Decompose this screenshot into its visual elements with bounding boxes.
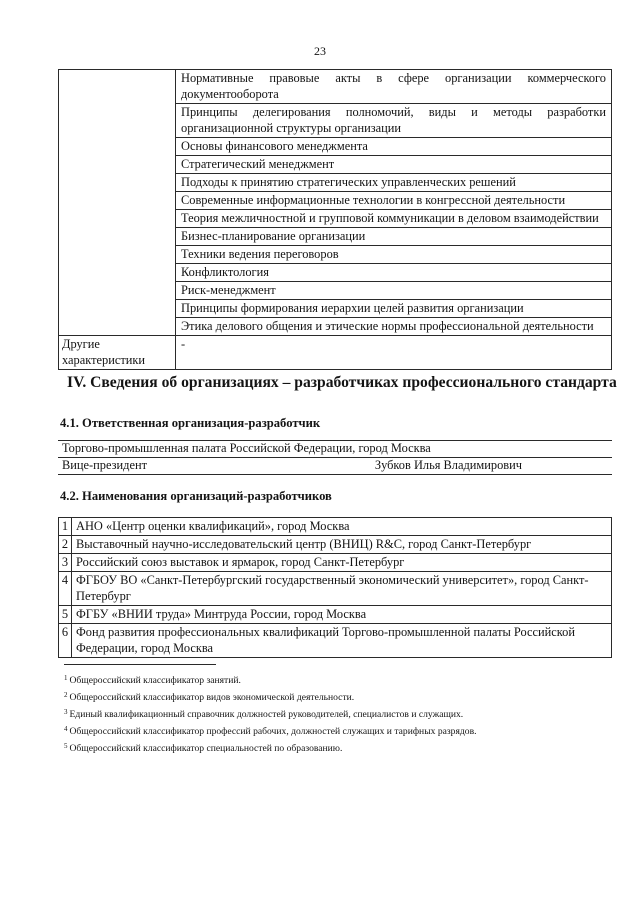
- table-row: [59, 536, 612, 554]
- row-number: 5: [59, 606, 72, 624]
- footnotes: [64, 671, 604, 756]
- row-number: 4: [59, 572, 72, 606]
- footnote: [64, 739, 604, 756]
- table-row: [59, 70, 612, 104]
- knowledge-item: Техники ведения переговоров: [176, 246, 612, 264]
- developer-name: Выставочный научно-исследовательский центр (ВНИЦ) R&C, город Санкт-Петербург: [72, 536, 612, 554]
- footnote-text: Общероссийский классификатор видов экономической деятельности.: [69, 692, 355, 703]
- knowledge-item: Нормативные правовые акты в сфере организации коммерческого документооборота: [176, 70, 612, 104]
- developer-name: АНО «Центр оценки квалификаций», город Москва: [72, 518, 612, 536]
- knowledge-item: Бизнес-планирование организации: [176, 228, 612, 246]
- knowledge-item: Конфликтология: [176, 264, 612, 282]
- footnote-number: 5: [64, 742, 68, 750]
- responsible-person: Зубков Илья Владимирович: [374, 458, 522, 472]
- developer-name: ФГБОУ ВО «Санкт-Петербургский государственный экономический университет», город Санкт-Петербург: [72, 572, 612, 606]
- responsible-person-cell: [58, 458, 612, 475]
- footnote-text: Общероссийский классификатор специальностей по образованию.: [69, 743, 343, 754]
- table-row: [58, 441, 612, 458]
- section-title: IV. Сведения об организациях – разработчиках профессионального стандарта: [67, 374, 617, 391]
- row-number: 6: [59, 624, 72, 658]
- knowledge-item: Риск-менеджмент: [176, 282, 612, 300]
- footnote: [64, 688, 604, 705]
- knowledge-item: Теория межличностной и групповой коммуникации в деловом взаимодействии: [176, 210, 612, 228]
- page-number: 23: [314, 44, 326, 58]
- footnote: [64, 671, 604, 688]
- footnote: [64, 722, 604, 739]
- table-row: [59, 624, 612, 658]
- knowledge-item: Современные информационные технологии в конгрессной деятельности: [176, 192, 612, 210]
- footnote-text: Единый квалификационный справочник должностей руководителей, специалистов и служащих.: [69, 709, 464, 720]
- responsible-org-name: Торгово-промышленная палата Российской Федерации, город Москва: [58, 441, 612, 458]
- knowledge-item: Принципы делегирования полномочий, виды и методы разработки организационной структуры организации: [176, 104, 612, 138]
- developer-name: Фонд развития профессиональных квалификаций Торгово-промышленной палаты Российской Федерации, город Москва: [72, 624, 612, 658]
- row-number: 3: [59, 554, 72, 572]
- footnote-number: 4: [64, 725, 68, 733]
- table-row: [59, 606, 612, 624]
- row-number: 2: [59, 536, 72, 554]
- other-characteristics-row: [59, 336, 612, 370]
- responsible-org-table: [58, 440, 612, 475]
- table-row: [59, 518, 612, 536]
- table-row: [58, 458, 612, 475]
- responsible-position: Вице-президент: [62, 458, 148, 472]
- developer-name: Российский союз выставок и ярмарок, город Санкт-Петербург: [72, 554, 612, 572]
- developers-table: [58, 517, 612, 658]
- other-characteristics-label: Другие характеристики: [59, 336, 176, 370]
- knowledge-item: Подходы к принятию стратегических управленческих решений: [176, 174, 612, 192]
- knowledge-table: [58, 69, 612, 370]
- footnote-divider: [64, 664, 216, 665]
- developer-name: ФГБУ «ВНИИ труда» Минтруда России, город Москва: [72, 606, 612, 624]
- footnote: [64, 705, 604, 722]
- table-row: [59, 554, 612, 572]
- other-characteristics-value: -: [176, 336, 612, 370]
- knowledge-item: Стратегический менеджмент: [176, 156, 612, 174]
- responsible-org-heading: 4.1. Ответственная организация-разработчик: [60, 416, 321, 430]
- footnote-number: 2: [64, 691, 68, 699]
- footnote-number: 1: [64, 674, 68, 682]
- footnote-number: 3: [64, 708, 68, 716]
- row-number: 1: [59, 518, 72, 536]
- knowledge-item: Основы финансового менеджмента: [176, 138, 612, 156]
- footnote-text: Общероссийский классификатор занятий.: [69, 675, 241, 686]
- developers-heading: 4.2. Наименования организаций-разработчиков: [60, 489, 332, 503]
- empty-label-cell: [59, 70, 176, 336]
- table-row: [59, 572, 612, 606]
- footnote-text: Общероссийский классификатор профессий рабочих, должностей служащих и тарифных разрядов.: [69, 726, 477, 737]
- knowledge-item: Этика делового общения и этические нормы профессиональной деятельности: [176, 318, 612, 336]
- knowledge-item: Принципы формирования иерархии целей развития организации: [176, 300, 612, 318]
